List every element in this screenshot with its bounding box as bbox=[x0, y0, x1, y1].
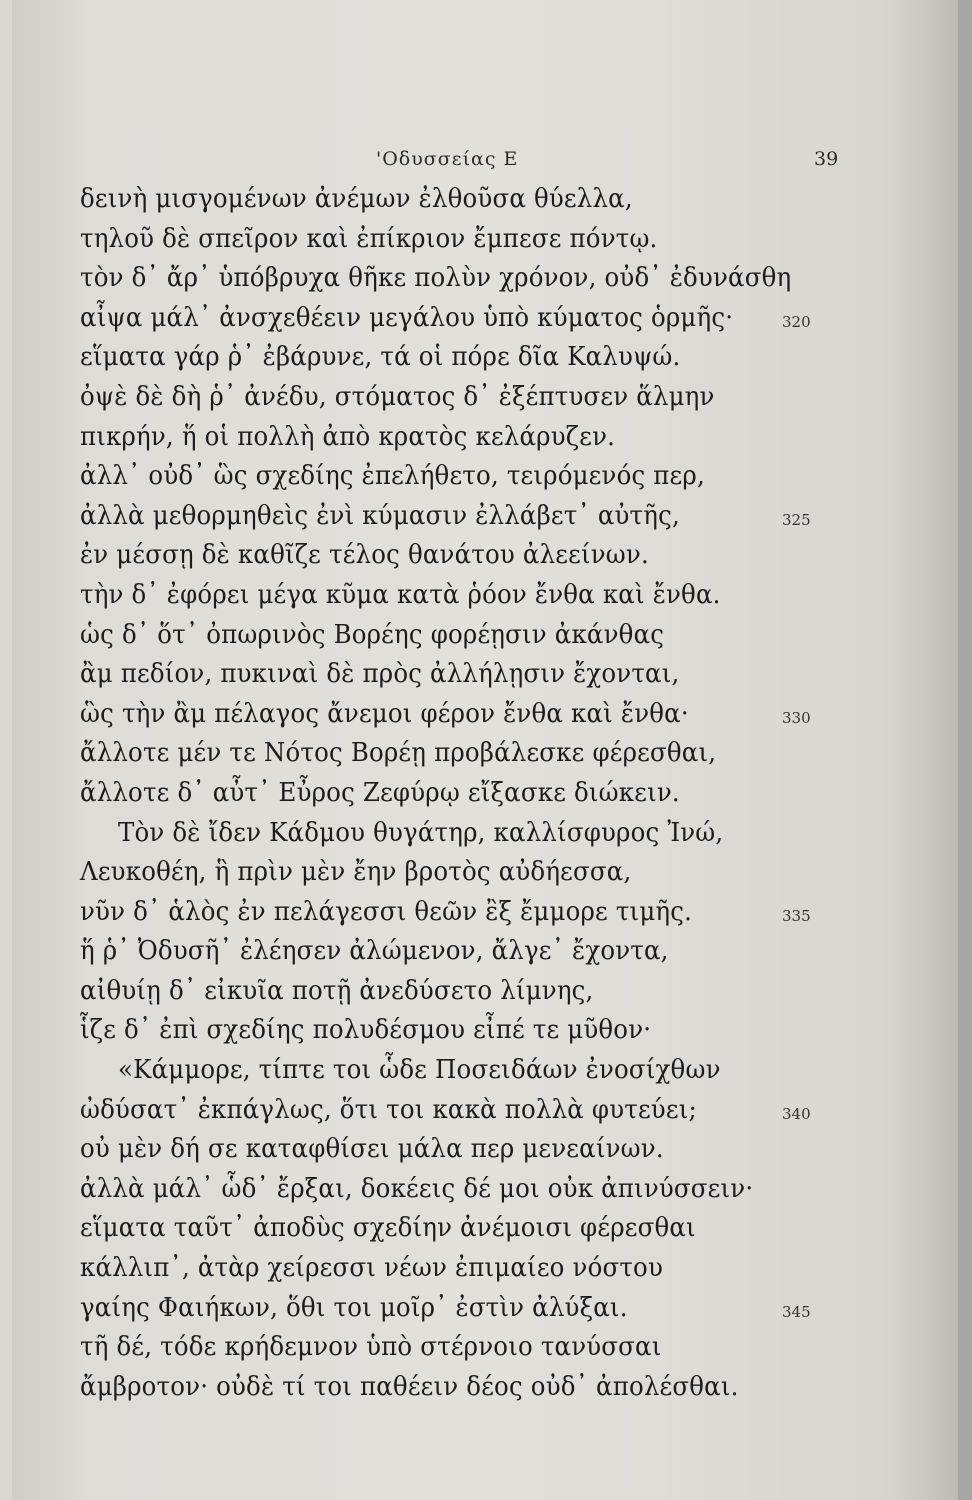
line-number: 320 bbox=[782, 312, 811, 331]
verse-text: πικρήν, ἥ οἱ πολλὴ ἀπὸ κρατὸς κελάρυζεν. bbox=[80, 421, 616, 452]
verse-line bbox=[12, 1205, 960, 1245]
verse-text: ὀψὲ δὲ δὴ ῥ᾽ ἀνέδυ, στόματος δ᾽ ἐξέπτυσεν ἅλμην bbox=[80, 381, 715, 412]
verse-text: τῆ δέ, τόδε κρήδεμνον ὑπὸ στέρνοιο τανύσσαι bbox=[80, 1332, 662, 1363]
verse-text: ἀλλὰ μάλ᾽ ὧδ᾽ ἔρξαι, δοκέεις δέ μοι οὐκ ἀπινύσσειν· bbox=[80, 1173, 754, 1204]
verse-line bbox=[12, 493, 960, 533]
verse-text: Λευκοθέη, ἣ πρὶν μὲν ἔην βροτὸς αὐδήεσσα, bbox=[80, 857, 632, 888]
verse-text: τὴν δ᾽ ἐφόρει μέγα κῦμα κατὰ ῥόον ἔνθα καὶ ἔνθα. bbox=[80, 579, 721, 610]
verse-line bbox=[12, 414, 960, 454]
book-page bbox=[12, 0, 960, 1500]
verse-line bbox=[12, 849, 960, 889]
verse-line bbox=[12, 334, 960, 374]
verse-line bbox=[12, 1324, 960, 1364]
verse-line bbox=[12, 572, 960, 612]
verse-text: ὡς δ᾽ ὅτ᾽ ὀπωρινὸς Βορέης φορέῃσιν ἀκάνθας bbox=[80, 619, 665, 650]
verse-line bbox=[12, 1166, 960, 1206]
line-number: 325 bbox=[782, 510, 811, 529]
verse-line bbox=[12, 176, 960, 216]
verse-line bbox=[12, 612, 960, 652]
verse-text: τὸν δ᾽ ἄρ᾽ ὑπόβρυχα θῆκε πολὺν χρόνον, οὐδ᾽ ἐδυνάσθη bbox=[80, 263, 792, 294]
verse-line bbox=[12, 1047, 960, 1087]
verse-line bbox=[12, 1285, 960, 1325]
page-number: 39 bbox=[814, 148, 839, 170]
verse-text: ἄλλοτε μέν τε Νότος Βορέῃ προβάλεσκε φέρεσθαι, bbox=[80, 738, 717, 769]
verse-line bbox=[12, 1126, 960, 1166]
line-number: 330 bbox=[782, 708, 811, 727]
verse-line bbox=[12, 651, 960, 691]
verse-line bbox=[12, 1087, 960, 1127]
verse-text: ἐν μέσσῃ δὲ καθῖζε τέλος θανάτου ἀλεείνων. bbox=[80, 540, 649, 571]
verse-text: ὠδύσατ᾽ ἐκπάγλως, ὅτι τοι κακὰ πολλὰ φυτεύει; bbox=[80, 1094, 697, 1125]
verse-text: νῦν δ᾽ ἁλὸς ἐν πελάγεσσι θεῶν ἒξ ἔμμορε τιμῆς. bbox=[80, 896, 693, 927]
verse-line bbox=[12, 453, 960, 493]
verse-text: εἵματα γάρ ῥ᾽ ἐβάρυνε, τά οἱ πόρε δῖα Καλυψώ. bbox=[80, 342, 681, 373]
verse-text: Τὸν δὲ ἴδεν Κάδμου θυγάτηρ, καλλίσφυρος Ἰνώ, bbox=[118, 817, 724, 848]
verse-line bbox=[12, 1007, 960, 1047]
verse-line bbox=[12, 1245, 960, 1285]
verse-text: οὐ μὲν δή σε καταφθίσει μάλα περ μενεαίνων. bbox=[80, 1134, 664, 1165]
verse-text: ἄλλοτε δ᾽ αὖτ᾽ Εὖρος Ζεφύρῳ εἴξασκε διώκειν. bbox=[80, 777, 680, 808]
verse-block bbox=[12, 176, 960, 1403]
verse-text: εἵματα ταῦτ᾽ ἀποδὺς σχεδίην ἀνέμοισι φέρεσθαι bbox=[80, 1213, 696, 1244]
verse-line bbox=[12, 968, 960, 1008]
verse-line bbox=[12, 532, 960, 572]
verse-line bbox=[12, 295, 960, 335]
verse-line bbox=[12, 691, 960, 731]
verse-text: αἶψα μάλ᾽ ἀνσχεθέειν μεγάλου ὑπὸ κύματος ὁρμῆς· bbox=[80, 302, 734, 333]
verse-text: ἄμβροτον· οὐδὲ τί τοι παθέειν δέος οὐδ᾽ ἀπολέσθαι. bbox=[80, 1371, 739, 1402]
verse-line bbox=[12, 374, 960, 414]
verse-text: ὣς τὴν ἂμ πέλαγος ἄνεμοι φέρον ἔνθα καὶ ἔνθα· bbox=[80, 698, 689, 729]
verse-text: ἀλλ᾽ οὐδ᾽ ὣς σχεδίης ἐπελήθετο, τειρόμενός περ, bbox=[80, 461, 705, 492]
verse-line bbox=[12, 255, 960, 295]
verse-line bbox=[12, 216, 960, 256]
verse-text: κάλλιπ᾽, ἀτὰρ χείρεσσι νέων ἐπιμαίεο νόστου bbox=[80, 1253, 664, 1284]
verse-text: ἂμ πεδίον, πυκιναὶ δὲ πρὸς ἀλλήλῃσιν ἔχονται, bbox=[80, 659, 680, 690]
verse-text: γαίης Φαιήκων, ὅθι τοι μοῖρ᾽ ἐστὶν ἀλύξαι. bbox=[80, 1292, 628, 1323]
verse-line bbox=[12, 1364, 960, 1404]
verse-text: αἰθυίῃ δ᾽ εἰκυῖα ποτῇ ἀνεδύσετο λίμνης, bbox=[80, 975, 594, 1006]
verse-text: ἷζε δ᾽ ἐπὶ σχεδίης πολυδέσμου εἶπέ τε μῦθον· bbox=[80, 1015, 652, 1046]
line-number: 340 bbox=[782, 1104, 811, 1123]
verse-line bbox=[12, 730, 960, 770]
running-head: 'Οδυσσείας Ε bbox=[376, 148, 519, 170]
verse-line bbox=[12, 770, 960, 810]
verse-text: ἥ ῥ᾽ Ὀδυσῆ᾽ ἐλέησεν ἀλώμενον, ἄλγε᾽ ἔχοντα, bbox=[80, 936, 669, 967]
verse-line bbox=[12, 810, 960, 850]
verse-text: τηλοῦ δὲ σπεῖρον καὶ ἐπίκριον ἔμπεσε πόντῳ. bbox=[80, 223, 658, 254]
line-number: 335 bbox=[782, 906, 811, 925]
verse-line bbox=[12, 889, 960, 929]
verse-line bbox=[12, 928, 960, 968]
page-edge bbox=[958, 0, 972, 1500]
line-number: 345 bbox=[782, 1302, 811, 1321]
verse-text: ἀλλὰ μεθορμηθεὶς ἐνὶ κύμασιν ἐλλάβετ᾽ αὐτῆς, bbox=[80, 500, 680, 531]
verse-text: δεινὴ μισγομένων ἀνέμων ἐλθοῦσα θύελλα, bbox=[80, 184, 633, 214]
verse-text: «Κάμμορε, τίπτε τοι ὧδε Ποσειδάων ἐνοσίχθων bbox=[118, 1055, 721, 1086]
